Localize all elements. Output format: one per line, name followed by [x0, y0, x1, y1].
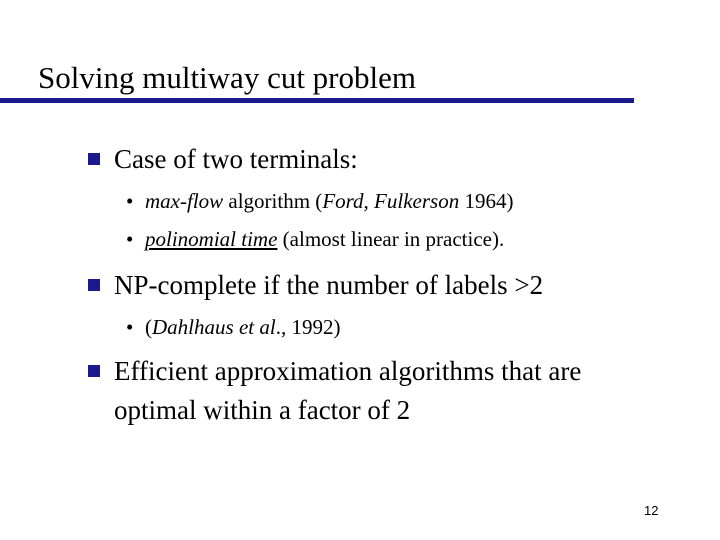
et-al: et al: [238, 315, 276, 339]
bullet-text-line-1: Efficient approximation algorithms that are: [114, 356, 582, 386]
sub-bullet-text: (Dahlhaus et al., 1992): [145, 315, 341, 339]
slide-title: Solving multiway cut problem: [38, 60, 416, 95]
bullet-text: Case of two terminals:: [114, 144, 358, 174]
dot-bullet-icon: •: [126, 315, 134, 339]
square-bullet-icon: [88, 365, 100, 377]
dot-bullet-icon: •: [126, 227, 134, 251]
square-bullet-icon: [88, 153, 100, 165]
term-max-flow: max-flow: [145, 189, 224, 213]
sub-bullet-text: max-flow algorithm (Ford, Fulkerson 1964): [145, 189, 514, 213]
bullet-text: NP-complete if the number of labels >2: [114, 270, 544, 300]
dot-bullet-icon: •: [126, 189, 134, 213]
square-bullet-icon: [88, 279, 100, 291]
author-ford: Ford: [322, 189, 364, 213]
author-fulkerson: Fulkerson: [374, 189, 460, 213]
page-number: 12: [644, 503, 659, 518]
bullet-text-line-2: optimal within a factor of 2: [114, 395, 411, 425]
sub-bullet-text: polinomial time (almost linear in practice).: [145, 227, 505, 251]
title-underline: [0, 98, 634, 103]
author-dahlhaus: Dahlhaus: [152, 315, 234, 339]
term-polinomial-time: polinomial time: [145, 227, 278, 251]
